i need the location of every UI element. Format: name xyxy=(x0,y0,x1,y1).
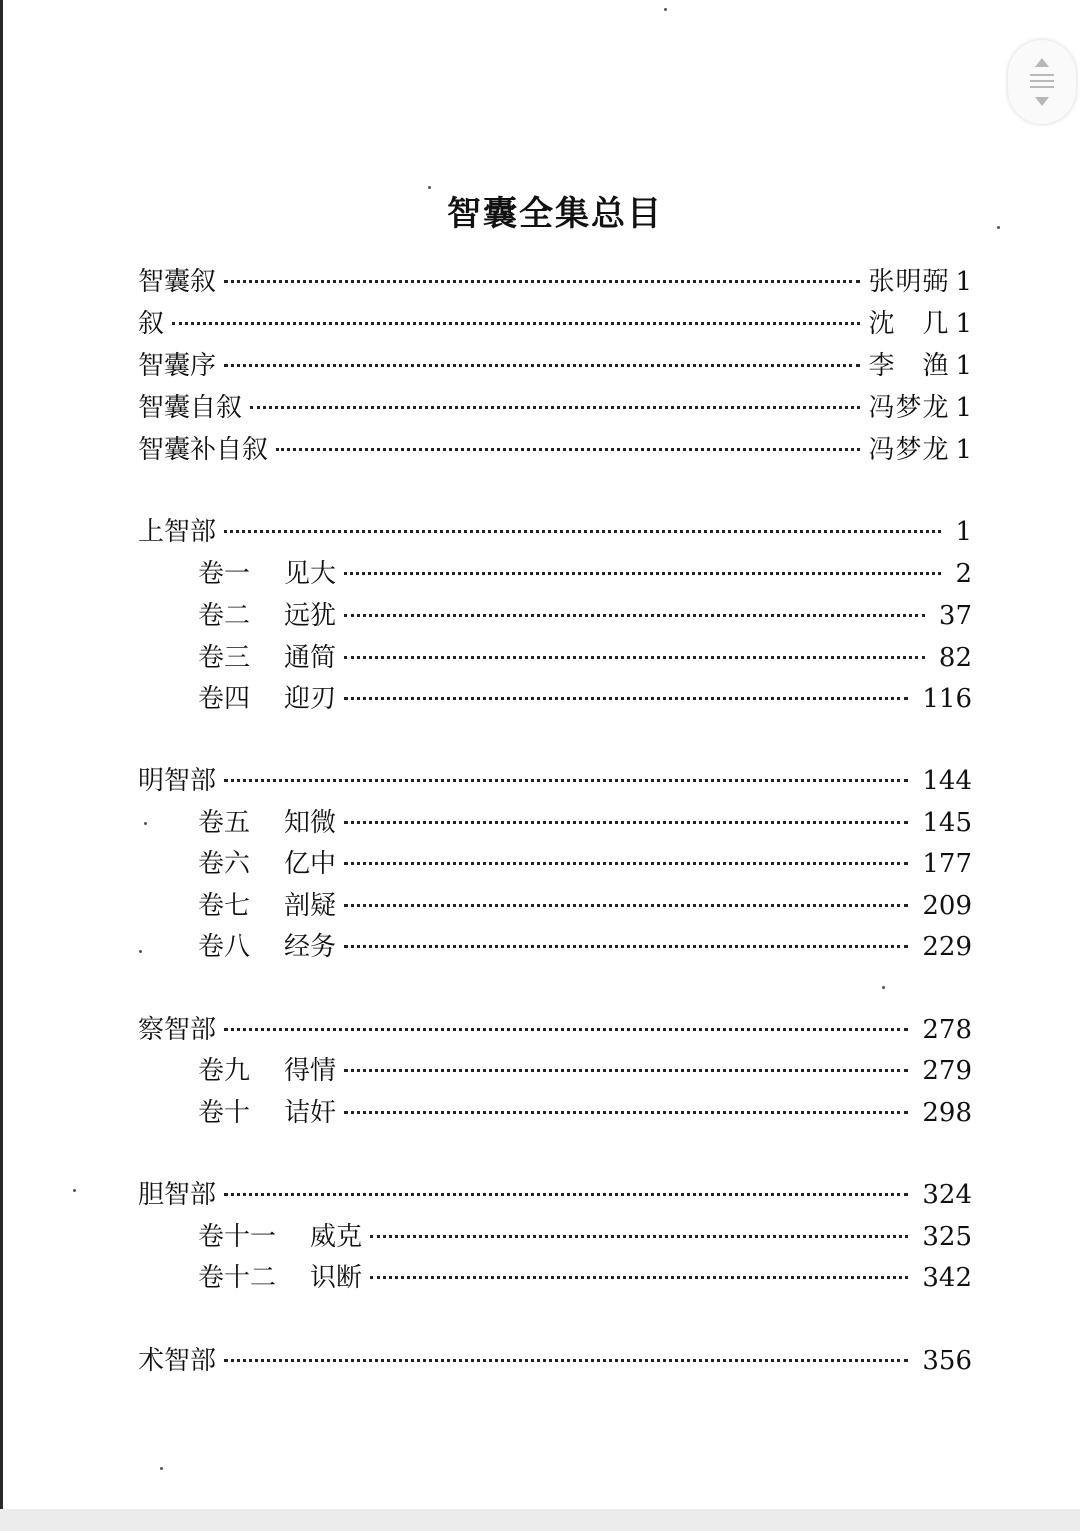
scan-speck xyxy=(73,1189,76,1192)
entry-title: 叙 xyxy=(138,309,165,339)
dot-leader xyxy=(370,1276,908,1279)
volume-number: 卷十二 xyxy=(198,1263,277,1293)
entry-author: 沈 几 xyxy=(868,309,950,339)
grip-line-icon xyxy=(1030,86,1054,88)
entry-author: 冯梦龙 xyxy=(868,435,950,465)
toc-section xyxy=(138,516,972,548)
arrow-up-icon xyxy=(1035,58,1049,67)
scan-speck xyxy=(882,986,885,989)
toc-volume xyxy=(198,1221,972,1253)
entry-title: 智囊序 xyxy=(138,351,217,381)
volume-number: 卷四 xyxy=(198,684,251,714)
volume-page: 298 xyxy=(922,1098,972,1128)
volume-name: 亿中 xyxy=(284,849,337,879)
toc-volume xyxy=(198,558,972,590)
toc-section xyxy=(138,1014,972,1046)
toc-entry-preface xyxy=(138,350,972,382)
dot-leader xyxy=(344,656,925,659)
volume-name: 远犹 xyxy=(284,601,337,631)
toc-volume xyxy=(198,848,972,880)
section-page: 278 xyxy=(922,1015,972,1045)
scan-speck xyxy=(144,822,147,825)
dot-leader xyxy=(224,280,860,283)
toc-entry-preface xyxy=(138,392,972,424)
entry-title: 智囊叙 xyxy=(138,267,217,297)
volume-name: 威克 xyxy=(310,1222,363,1252)
section-title: 胆智部 xyxy=(138,1180,217,1210)
toc-entry-preface xyxy=(138,266,972,298)
toc-volume xyxy=(198,683,972,715)
volume-number: 卷六 xyxy=(198,849,251,879)
entry-title: 智囊补自叙 xyxy=(138,435,269,465)
dot-leader xyxy=(344,697,908,700)
volume-number: 卷九 xyxy=(198,1056,251,1086)
volume-name: 得情 xyxy=(284,1056,337,1086)
volume-name: 通简 xyxy=(284,643,337,673)
entry-page: 1 xyxy=(955,393,972,423)
toc-entry-preface xyxy=(138,308,972,340)
volume-number: 卷十 xyxy=(198,1098,251,1128)
section-title: 上智部 xyxy=(138,517,217,547)
dot-leader xyxy=(250,406,860,409)
toc-volume xyxy=(198,931,972,963)
entry-page: 1 xyxy=(955,267,972,297)
dot-leader xyxy=(344,821,908,824)
volume-page: 116 xyxy=(922,684,972,714)
page-title: 智囊全集总目 xyxy=(447,194,663,234)
volume-number: 卷五 xyxy=(198,808,251,838)
dot-leader xyxy=(224,1359,908,1362)
volume-number: 卷十一 xyxy=(198,1222,277,1252)
section-title: 明智部 xyxy=(138,766,217,796)
dot-leader xyxy=(344,945,908,948)
toc-volume xyxy=(198,1097,972,1129)
dot-leader xyxy=(344,904,908,907)
volume-name: 诘奸 xyxy=(284,1098,337,1128)
volume-name: 见大 xyxy=(284,559,337,589)
dot-leader xyxy=(344,1069,908,1072)
toc-volume xyxy=(198,890,972,922)
entry-title: 智囊自叙 xyxy=(138,393,243,423)
entry-page: 1 xyxy=(955,351,972,381)
section-page: 324 xyxy=(922,1180,972,1210)
dot-leader xyxy=(224,1193,908,1196)
volume-number: 卷三 xyxy=(198,643,251,673)
entry-page: 1 xyxy=(955,435,972,465)
dot-leader xyxy=(344,614,925,617)
scan-speck xyxy=(160,1467,163,1470)
volume-page: 209 xyxy=(922,891,972,921)
dot-leader xyxy=(224,530,941,533)
grip-line-icon xyxy=(1030,74,1054,76)
grip-line-icon xyxy=(1030,80,1054,82)
volume-number: 卷二 xyxy=(198,601,251,631)
scan-speck xyxy=(139,950,142,953)
dot-leader xyxy=(344,862,908,865)
dot-leader xyxy=(370,1235,908,1238)
section-page: 144 xyxy=(922,766,972,796)
dot-leader xyxy=(276,448,860,451)
dot-leader xyxy=(224,1028,908,1031)
section-title: 察智部 xyxy=(138,1015,217,1045)
dot-leader xyxy=(224,779,908,782)
arrow-down-icon xyxy=(1035,97,1049,106)
volume-name: 迎刃 xyxy=(284,684,337,714)
volume-page: 177 xyxy=(922,849,972,879)
scroll-handle[interactable] xyxy=(1008,40,1076,124)
page-bottom-strip xyxy=(0,1509,1080,1531)
toc-volume xyxy=(198,1055,972,1087)
dot-leader xyxy=(172,322,860,325)
toc-volume xyxy=(198,1262,972,1294)
section-page: 1 xyxy=(955,517,972,547)
scan-speck xyxy=(664,8,667,11)
volume-number: 卷一 xyxy=(198,559,251,589)
toc-volume xyxy=(198,600,972,632)
toc-section xyxy=(138,1179,972,1211)
entry-author: 冯梦龙 xyxy=(868,393,950,423)
volume-page: 279 xyxy=(922,1056,972,1086)
volume-name: 知微 xyxy=(284,808,337,838)
scan-speck xyxy=(997,226,1000,229)
dot-leader xyxy=(224,364,860,367)
volume-page: 37 xyxy=(938,601,972,631)
volume-name: 经务 xyxy=(284,932,337,962)
volume-page: 229 xyxy=(922,932,972,962)
volume-page: 342 xyxy=(922,1263,972,1293)
volume-name: 识断 xyxy=(310,1263,363,1293)
toc-volume xyxy=(198,807,972,839)
volume-number: 卷八 xyxy=(198,932,251,962)
volume-page: 82 xyxy=(938,643,972,673)
entry-author: 张明弼 xyxy=(868,267,950,297)
section-title: 术智部 xyxy=(138,1346,217,1376)
toc-volume xyxy=(198,642,972,674)
dot-leader xyxy=(344,572,941,575)
toc-section xyxy=(138,765,972,797)
volume-page: 145 xyxy=(922,808,972,838)
section-page: 356 xyxy=(922,1346,972,1376)
volume-page: 2 xyxy=(955,559,972,589)
entry-page: 1 xyxy=(955,309,972,339)
volume-page: 325 xyxy=(922,1222,972,1252)
dot-leader xyxy=(344,1111,908,1114)
scan-speck xyxy=(428,186,431,189)
volume-name: 剖疑 xyxy=(284,891,337,921)
toc-entry-preface xyxy=(138,434,972,466)
toc-section xyxy=(138,1345,972,1377)
volume-number: 卷七 xyxy=(198,891,251,921)
entry-author: 李 渔 xyxy=(868,351,950,381)
